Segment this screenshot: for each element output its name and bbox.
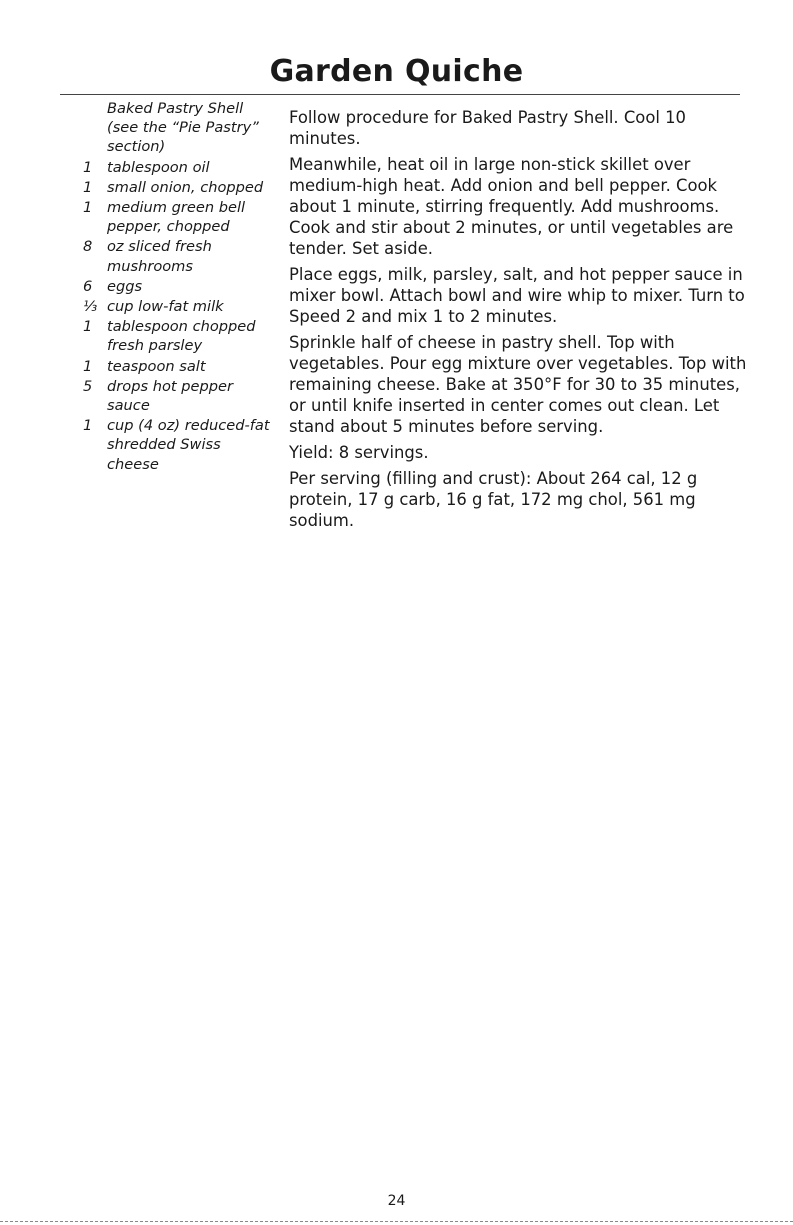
ingredient-item: [80, 178, 270, 197]
ingredient-quantity: 6: [83, 277, 93, 295]
ingredient-quantity: 1: [83, 158, 93, 176]
ingredient-quantity: 1: [83, 417, 93, 435]
ingredient-text: oz sliced fresh mushrooms: [107, 238, 212, 275]
ingredient-text: tablespoon chopped fresh parsley: [107, 318, 256, 355]
ingredient-quantity: 1: [83, 357, 93, 375]
title-divider: [60, 94, 740, 95]
ingredient-item: [80, 297, 270, 316]
ingredient-text: small onion, chopped: [107, 178, 264, 196]
ingredient-item: [80, 377, 270, 415]
ingredient-text: tablespoon oil: [107, 158, 210, 176]
ingredient-quantity: [80, 99, 107, 157]
ingredient-text: cup low-fat milk: [107, 298, 224, 316]
ingredient-item: [80, 357, 270, 376]
ingredient-item: [80, 198, 270, 236]
ingredient-quantity: 8: [83, 238, 93, 256]
ingredient-text: medium green bell pepper, chopped: [107, 199, 246, 236]
ingredient-item: [80, 99, 270, 157]
ingredient-text: teaspoon salt: [107, 357, 206, 375]
ingredient-item: [80, 416, 270, 474]
ingredient-item: [80, 158, 270, 177]
ingredient-item: [80, 317, 270, 355]
ingredient-text: drops hot pepper sauce: [107, 377, 233, 415]
nutrition-text: Per serving (filling and crust): About 264 cal, 12 g protein, 17 g carb, 16 g fat, 172 mg chol, 561 mg sodium.: [289, 469, 698, 530]
ingredient-quantity: ⅓: [83, 298, 98, 316]
ingredient-quantity: 1: [83, 178, 93, 196]
ingredient-item: [80, 277, 270, 296]
direction-paragraph: Place eggs, milk, parsley, salt, and hot pepper sauce in mixer bowl. Attach bowl and wire whip to mixer. Turn to Speed 2 and mix 1 to 2 minutes.: [289, 265, 745, 326]
page-number: 24: [387, 1193, 406, 1209]
direction-paragraph: Follow procedure for Baked Pastry Shell. Cool 10 minutes.: [289, 108, 686, 148]
yield-text: Yield: 8 servings.: [289, 443, 429, 462]
ingredient-text: Baked Pastry Shell (see the “Pie Pastry” section): [107, 100, 259, 156]
ingredient-text: cup (4 oz) reduced-fat shredded Swiss cheese: [107, 417, 270, 473]
ingredient-text: eggs: [107, 277, 143, 295]
ingredient-quantity: 1: [83, 318, 93, 336]
ingredient-item: [80, 237, 270, 275]
ingredient-quantity: 5: [83, 377, 93, 395]
ingredient-quantity: 1: [83, 199, 93, 217]
directions: [289, 107, 749, 536]
ingredient-list: [80, 99, 270, 475]
direction-paragraph: Meanwhile, heat oil in large non-stick skillet over medium-high heat. Add onion and bell pepper. Cook about 1 minute, stirring frequently. Add mushrooms. Cook and stir about 2 minutes, or until vegetables are tender. Set aside.: [289, 155, 734, 258]
bottom-divider: [0, 1221, 793, 1222]
page-title: Garden Quiche: [269, 54, 524, 89]
direction-paragraph: Sprinkle half of cheese in pastry shell. Top with vegetables. Pour egg mixture over vegetables. Top with remaining cheese. Bake at 350°F for 30 to 35 minutes, or until knife inserted in center comes out clean. Let stand about 5 minutes before serving.: [289, 333, 747, 436]
